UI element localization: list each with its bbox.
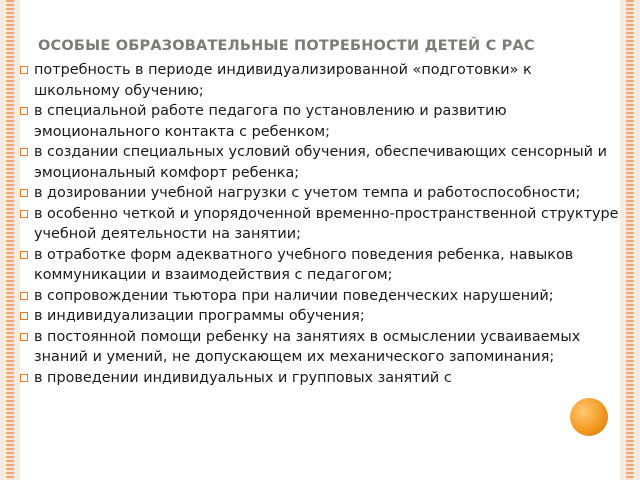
bullet-text: в создании специальных условий обучения, обеспечивающих сенсорный и эмоциональный комфорт ребенка; [34, 144, 607, 181]
bullet-square-icon [20, 189, 28, 197]
slide-title: ОСОБЫЕ ОБРАЗОВАТЕЛЬНЫЕ ПОТРЕБНОСТИ ДЕТЕЙ С РАС [38, 38, 535, 54]
bullet-square-icon [20, 374, 28, 382]
bullet-square-icon [20, 107, 28, 115]
right-decorative-stripe [626, 0, 634, 480]
bullet-list [20, 60, 620, 388]
bullet-text: в индивидуализации программы обучения; [34, 308, 365, 324]
list-item [20, 101, 620, 142]
left-decorative-stripe [6, 0, 14, 480]
list-item [20, 306, 620, 327]
bullet-text: потребность в периоде индивидуализированной «подготовки» к школьному обучению; [34, 62, 532, 99]
bullet-text: в постоянной помощи ребенку на занятиях в осмыслении усваиваемых знаний и умений, не допускающем их механического запоминания; [34, 328, 581, 365]
list-item [20, 368, 620, 389]
list-item [20, 327, 620, 368]
bullet-text: в сопровождении тьютора при наличии поведенческих нарушений; [34, 287, 554, 304]
list-item [20, 183, 620, 204]
orange-orb-decoration [570, 398, 608, 436]
list-item [20, 286, 620, 307]
bullet-text: в специальной работе педагога по установлению и развитию эмоционального контакта с ребенком; [34, 103, 507, 140]
list-item [20, 60, 620, 101]
bullet-square-icon [20, 292, 28, 300]
bullet-text: в особенно четкой и упорядоченной временно-пространственной структуре учебной деятельности на занятии; [34, 205, 619, 242]
bullet-square-icon [20, 148, 28, 156]
bullet-square-icon [20, 66, 28, 74]
bullet-text: в дозировании учебной нагрузки с учетом темпа и работоспособности; [34, 185, 581, 201]
bullet-square-icon [20, 210, 28, 218]
list-item [20, 142, 620, 183]
slide-content [20, 0, 620, 480]
bullet-square-icon [20, 333, 28, 341]
bullet-square-icon [20, 251, 28, 259]
bullet-text: в отработке форм адекватного учебного поведения ребенка, навыков коммуникации и взаимодействия с педагогом; [34, 246, 574, 283]
list-item [20, 245, 620, 286]
bullet-text: в проведении индивидуальных и групповых занятий с [34, 369, 452, 386]
list-item [20, 204, 620, 245]
bullet-square-icon [20, 312, 28, 320]
